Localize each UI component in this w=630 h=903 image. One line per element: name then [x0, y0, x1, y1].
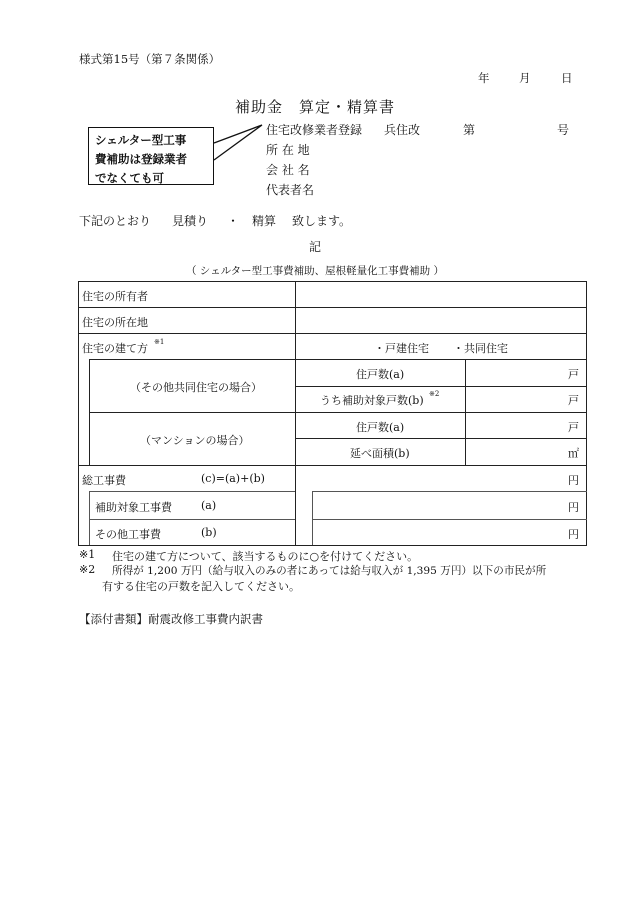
note-line: でなくても可: [95, 171, 164, 185]
option-settle[interactable]: 精算: [252, 214, 277, 228]
date-day: 日: [561, 71, 573, 85]
footnote-2-mark: ※2: [79, 563, 96, 576]
unit-yen: 円: [568, 528, 579, 541]
company-label: 会 社 名: [266, 163, 310, 177]
address-label: 所 在 地: [266, 143, 310, 157]
location-label: 住宅の所在地: [82, 316, 148, 329]
footnote-2-text: 所得が 1,200 万円（給与収入のみの者にあっては給与収入が 1,395 万円）以下の市民が所: [112, 565, 547, 577]
unit-ko: 戸: [568, 368, 579, 381]
note-line: 費補助は登録業者: [95, 152, 187, 166]
shared-option[interactable]: ・共同住宅: [453, 342, 508, 355]
option-bullet: ・: [227, 214, 240, 228]
page-title: 補助金 算定・精算書: [234, 98, 395, 116]
other-cost-code: (b): [201, 526, 217, 539]
building-type-label: 住宅の建て方: [82, 342, 148, 355]
building-type-note: ※1: [154, 338, 165, 346]
units-label: 住戸数(a): [356, 368, 405, 381]
form-number: 様式第15号（第７条関係）: [79, 52, 221, 66]
intro-suffix: 致します。: [292, 214, 352, 228]
subsidy-cost-code: (a): [201, 499, 217, 512]
unit-m2: ㎡: [568, 447, 579, 460]
owner-label: 住宅の所有者: [82, 290, 148, 303]
total-formula: (c)=(a)+(b): [201, 472, 265, 485]
other-cost-label: その他工事費: [95, 528, 161, 541]
intro-text: 下記のとおり: [79, 214, 152, 228]
footnote-1-mark: ※1: [79, 548, 96, 561]
unit-yen: 円: [568, 501, 579, 514]
representative-label: 代表者名: [266, 183, 315, 197]
unit-yen: 円: [568, 474, 579, 487]
total-label: 総工事費: [82, 474, 126, 487]
subsidy-units-label: うち補助対象戸数(b): [320, 394, 424, 407]
detached-option[interactable]: ・戸建住宅: [374, 342, 429, 355]
mansion-units-label: 住戸数(a): [356, 421, 405, 434]
registration-prefix: 兵住改: [384, 123, 421, 137]
date-year: 年: [478, 71, 490, 85]
other-shared-label: （その他共同住宅の場合）: [130, 381, 262, 394]
footnote-1-text: 住宅の建て方について、該当するものに○を付けてください。: [112, 550, 419, 563]
floor-area-label: 延べ面積(b): [350, 447, 410, 460]
attachment-note: 【添付書類】耐震改修工事費内訳書: [79, 612, 263, 626]
date-month: 月: [519, 71, 531, 85]
registration-label: 住宅改修業者登録: [266, 123, 363, 137]
note-line: シェルター型工事: [95, 133, 187, 147]
registration-dai: 第: [463, 123, 476, 137]
mansion-label: （マンションの場合）: [140, 434, 250, 447]
unit-ko: 戸: [568, 394, 579, 407]
subsidy-units-note: ※2: [429, 390, 440, 398]
registration-go: 号: [557, 123, 570, 137]
ki-heading: 記: [308, 240, 321, 254]
footnote-2-text-cont: 有する住宅の戸数を記入してください。: [102, 580, 300, 593]
unit-ko: 戸: [568, 421, 579, 434]
option-estimate[interactable]: 見積り: [172, 214, 209, 228]
subtitle: （ シェルター型工事費補助、屋根軽量化工事費補助 ）: [185, 265, 445, 277]
subsidy-cost-label: 補助対象工事費: [95, 501, 172, 514]
